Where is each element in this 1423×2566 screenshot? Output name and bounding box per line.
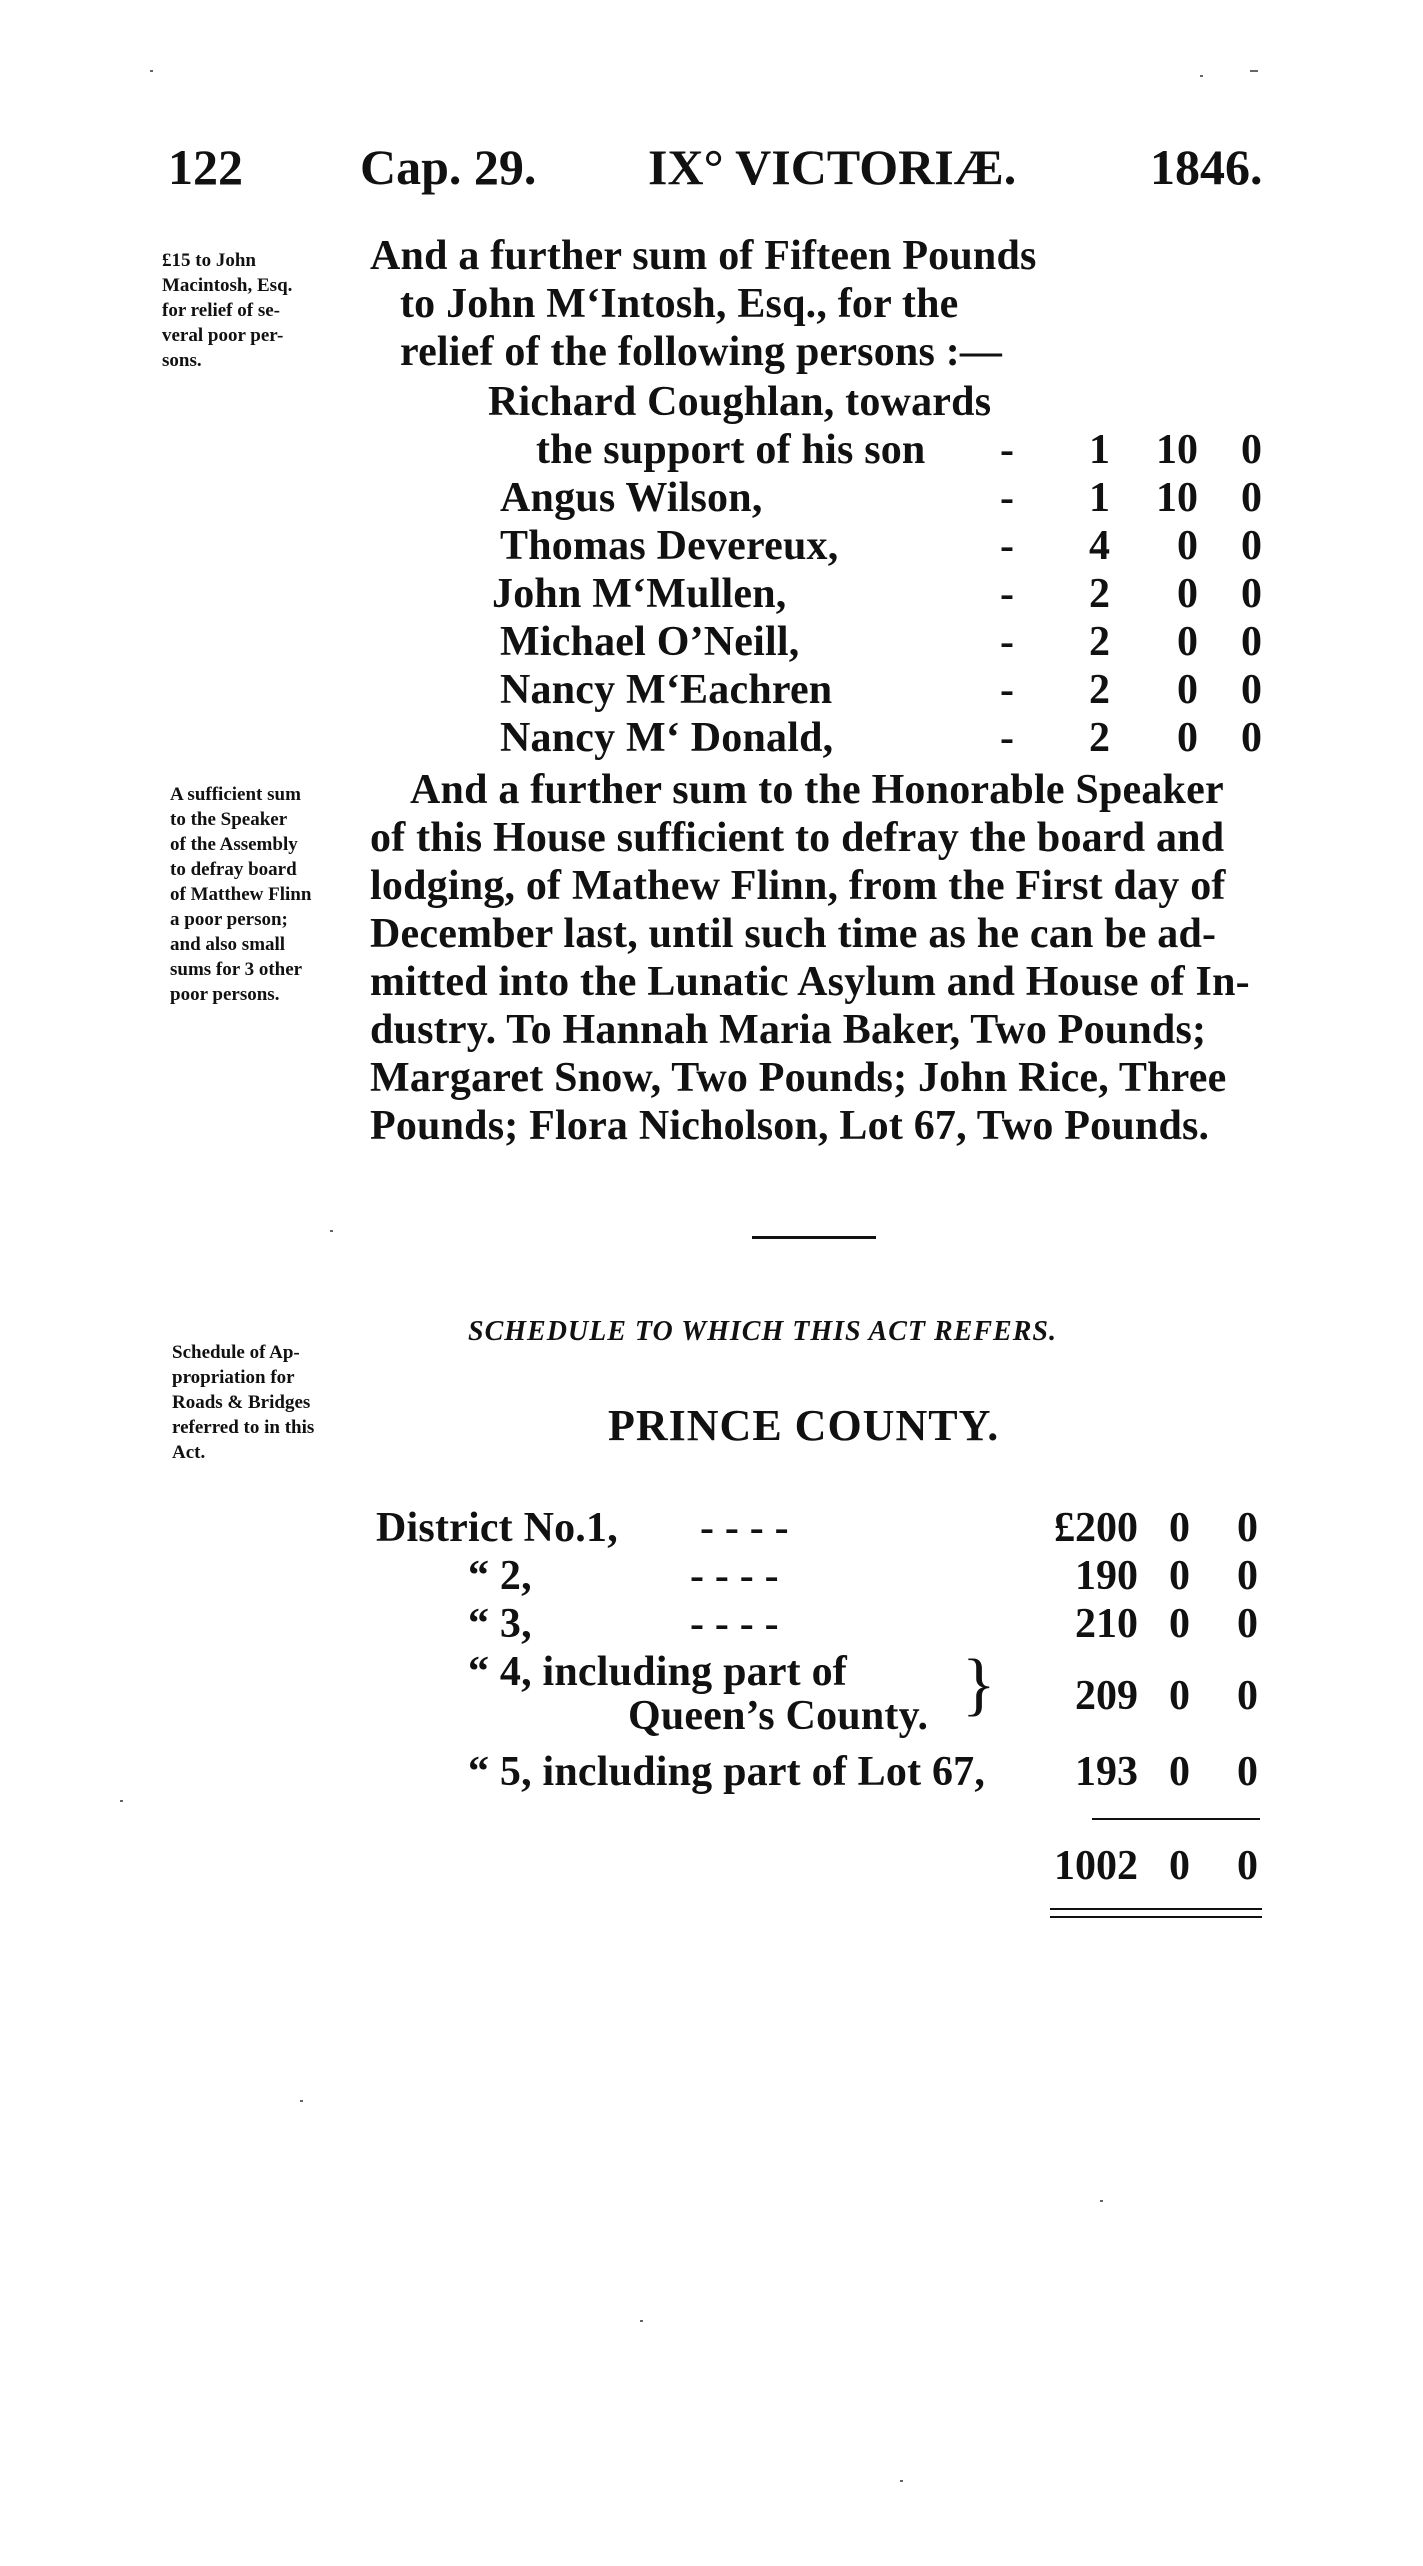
para1-line: Richard Coughlan, towards (488, 379, 992, 425)
para2-line: December last, until such time as he can be ad- (370, 911, 1217, 957)
person-shillings: 0 (1177, 667, 1198, 713)
total-rule (1092, 1818, 1260, 1820)
scan-speck (1100, 2200, 1103, 2202)
margin-note-schedule: Schedule of Ap- propriation for Roads & Bridges referred to in this Act. (172, 1342, 315, 1463)
scan-speck (1250, 70, 1258, 72)
total-double-rule-bottom (1050, 1916, 1262, 1918)
person-name: Angus Wilson, (500, 475, 763, 521)
person-name: Thomas Devereux, (500, 523, 839, 569)
person-pence: 0 (1241, 571, 1262, 617)
person-dash: - (1000, 715, 1015, 761)
schedule-row-shillings: 0 (1169, 1673, 1190, 1719)
schedule-row-label: “ 4, including part of (468, 1649, 847, 1695)
schedule-row-label: District No.1, (376, 1505, 618, 1551)
schedule-row-dashes: - - - - (690, 1553, 779, 1599)
para2-line: of this House sufficient to defray the board and (370, 815, 1225, 861)
person-shillings: 0 (1177, 619, 1198, 665)
scan-speck (330, 1230, 333, 1232)
person-dash: - (1000, 523, 1015, 569)
person-dash: - (1000, 619, 1015, 665)
schedule-row-amount: 209 (1075, 1673, 1138, 1719)
para2-line: lodging, of Mathew Flinn, from the First day of (370, 863, 1226, 909)
person-shillings: 0 (1177, 571, 1198, 617)
person-pounds: 1 (1089, 427, 1110, 473)
schedule-title: SCHEDULE TO WHICH THIS ACT REFERS. (468, 1316, 1057, 1347)
para1-line: relief of the following persons :— (400, 329, 1003, 375)
schedule-row-amount: £200 (1054, 1505, 1138, 1551)
section-divider (752, 1236, 876, 1239)
year-label: 1846. (1150, 139, 1263, 195)
person-pounds: 2 (1089, 571, 1110, 617)
person-shillings: 10 (1156, 475, 1198, 521)
county-heading: PRINCE COUNTY. (608, 1401, 1000, 1450)
schedule-row-shillings: 0 (1169, 1749, 1190, 1795)
person-dash: - (1000, 427, 1015, 473)
person-name: Nancy M‘ Donald, (500, 715, 834, 761)
schedule-row-amount: 190 (1075, 1553, 1138, 1599)
page-title: IX° VICTORIÆ. (648, 139, 1017, 195)
para1-line: And a further sum of Fifteen Pounds (370, 233, 1037, 279)
scan-speck (150, 70, 153, 72)
person-pence: 0 (1241, 523, 1262, 569)
schedule-total-pence: 0 (1237, 1843, 1258, 1889)
scan-speck (640, 2320, 643, 2322)
person-dash: - (1000, 667, 1015, 713)
schedule-row-shillings: 0 (1169, 1601, 1190, 1647)
schedule-row-label: “ 3, (468, 1601, 532, 1647)
person-pence: 0 (1241, 619, 1262, 665)
schedule-total-shillings: 0 (1169, 1843, 1190, 1889)
para2-line: dustry. To Hannah Maria Baker, Two Pounds; (370, 1007, 1207, 1053)
schedule-row-pence: 0 (1237, 1673, 1258, 1719)
brace-mark: } (962, 1646, 996, 1723)
para2-line: Margaret Snow, Two Pounds; John Rice, Three (370, 1055, 1227, 1101)
scan-speck (900, 2480, 903, 2482)
scan-speck (120, 1800, 123, 1802)
person-shillings: 0 (1177, 523, 1198, 569)
schedule-row-pence: 0 (1237, 1601, 1258, 1647)
person-pounds: 2 (1089, 715, 1110, 761)
total-double-rule-top (1050, 1908, 1262, 1910)
person-pence: 0 (1241, 475, 1262, 521)
para1-line: to John M‘Intosh, Esq., for the (400, 281, 959, 327)
scan-speck (1200, 75, 1203, 77)
person-shillings: 10 (1156, 427, 1198, 473)
person-pounds: 1 (1089, 475, 1110, 521)
scan-speck (300, 2100, 303, 2102)
schedule-row-shillings: 0 (1169, 1505, 1190, 1551)
person-pounds: 4 (1089, 523, 1110, 569)
person-pounds: 2 (1089, 667, 1110, 713)
person-shillings: 0 (1177, 715, 1198, 761)
person-pence: 0 (1241, 427, 1262, 473)
person-name: Michael O’Neill, (500, 619, 800, 665)
schedule-row-dashes: - - - - (690, 1601, 779, 1647)
chapter-label: Cap. 29. (360, 139, 537, 195)
person-pounds: 2 (1089, 619, 1110, 665)
margin-note-relief: £15 to John Macintosh, Esq. for relief of se- veral poor per- sons. (162, 250, 293, 371)
para2-line: mitted into the Lunatic Asylum and House of In- (370, 959, 1250, 1005)
person-pence: 0 (1241, 715, 1262, 761)
schedule-row-label: “ 2, (468, 1553, 532, 1599)
schedule-row-pence: 0 (1237, 1505, 1258, 1551)
person-pence: 0 (1241, 667, 1262, 713)
schedule-row-label: “ 5, including part of Lot 67, (468, 1749, 986, 1795)
schedule-row-label-continued: Queen’s County. (628, 1693, 929, 1739)
para2-line: And a further sum to the Honorable Speaker (410, 767, 1224, 813)
person-name: Nancy M‘Eachren (500, 667, 833, 713)
schedule-row-amount: 193 (1075, 1749, 1138, 1795)
page-number: 122 (168, 139, 243, 195)
para2-line: Pounds; Flora Nicholson, Lot 67, Two Pounds. (370, 1103, 1210, 1149)
schedule-row-pence: 0 (1237, 1553, 1258, 1599)
person-name: the support of his son (536, 427, 926, 473)
person-dash: - (1000, 475, 1015, 521)
margin-note-speaker: A sufficient sum to the Speaker of the Assembly to defray board of Matthew Flinn a poor person; and also small sums for 3 other poor persons. (170, 784, 312, 1005)
schedule-row-amount: 210 (1075, 1601, 1138, 1647)
schedule-row-shillings: 0 (1169, 1553, 1190, 1599)
schedule-row-pence: 0 (1237, 1749, 1258, 1795)
person-name: John M‘Mullen, (492, 571, 787, 617)
person-dash: - (1000, 571, 1015, 617)
schedule-total-amount: 1002 (1054, 1843, 1138, 1889)
schedule-row-dashes: - - - - (700, 1505, 789, 1551)
